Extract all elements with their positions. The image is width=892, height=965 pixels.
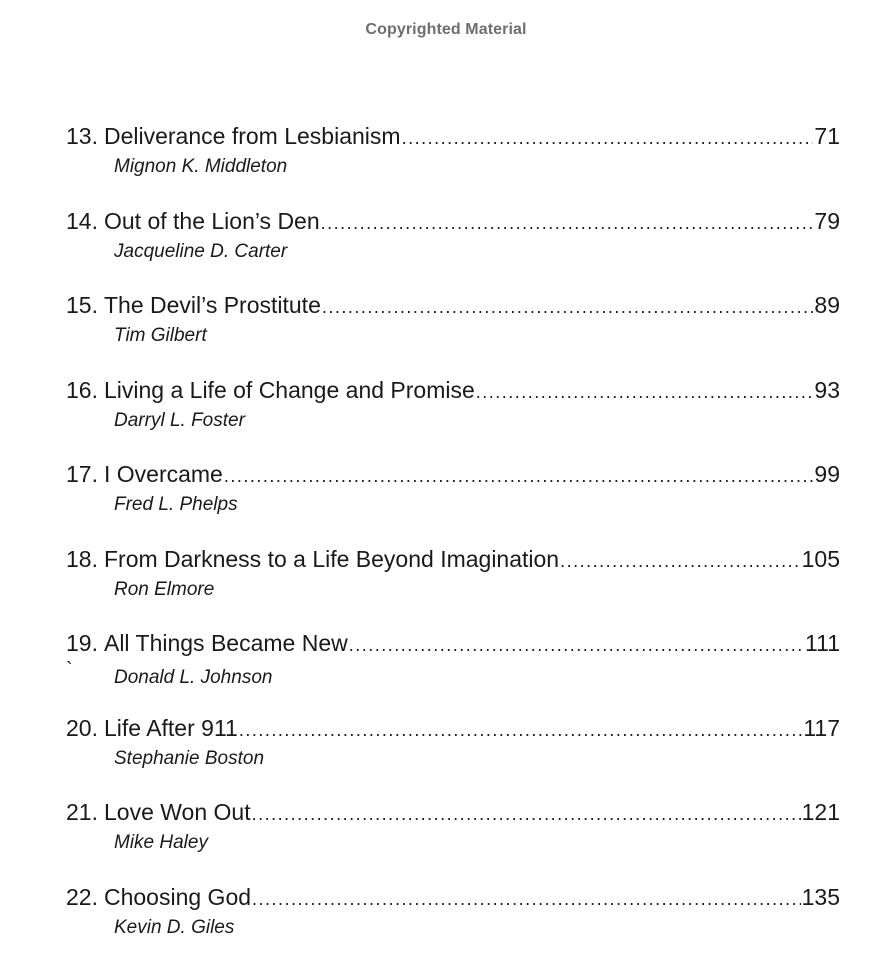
chapter-number: 18. [66,543,104,575]
chapter-number: 17. [66,458,104,490]
chapter-number: 20. [66,712,104,744]
dot-leader [239,712,803,746]
toc-entry-line [66,120,840,154]
toc-entry [66,796,840,881]
toc-entry [66,458,840,543]
chapter-number: 15. [66,289,104,321]
dot-leader [560,543,801,577]
page-number: 135 [802,881,840,913]
chapter-author: Jacqueline D. Carter [114,239,840,265]
toc-entry-line [66,458,840,492]
chapter-title: Choosing God [104,881,251,913]
chapter-title: The Devil’s Prostitute [104,289,321,321]
toc-entry [66,712,840,797]
page-number: 117 [803,712,840,744]
dot-leader [402,120,814,154]
page-number: 121 [802,796,840,828]
copyright-header: Copyrighted Material [0,21,892,39]
chapter-number: 22. [66,881,104,913]
toc-entry [66,543,840,628]
dot-leader [321,205,814,239]
toc-entry [66,374,840,459]
chapter-title: Out of the Lion’s Den [104,205,320,237]
page-number: 93 [814,374,840,406]
dot-leader [349,627,804,661]
chapter-author: Fred L. Phelps [114,492,840,518]
chapter-author: Tim Gilbert [114,323,840,349]
page-number: 71 [814,120,840,152]
chapter-author: Darryl L. Foster [114,408,840,434]
chapter-author: Donald L. Johnson [114,665,840,691]
dot-leader [252,796,801,830]
chapter-title: Living a Life of Change and Promise [104,374,475,406]
page-number: 89 [814,289,840,321]
dot-leader [322,289,814,323]
toc-entry [66,289,840,374]
chapter-author: Ron Elmore [114,577,840,603]
chapter-author: Mignon K. Middleton [114,154,840,180]
table-of-contents [66,120,840,965]
chapter-number: 13. [66,120,104,152]
toc-entry-line [66,543,840,577]
chapter-title: Life After 911 [104,712,238,744]
chapter-title: All Things Became New [104,627,348,659]
toc-entry-line [66,205,840,239]
chapter-number: 16. [66,374,104,406]
chapter-number: 21. [66,796,104,828]
toc-entry-line [66,796,840,830]
toc-entry-line [66,881,840,915]
toc-entry-line [66,712,840,746]
dot-leader [476,374,814,408]
stray-mark: ` [66,657,73,683]
chapter-title: Deliverance from Lesbianism [104,120,401,152]
chapter-author: Kevin D. Giles [114,915,840,941]
toc-entry [66,881,840,965]
page-number: 111 [805,627,840,659]
toc-entry-line [66,627,840,661]
chapter-title: Love Won Out [104,796,251,828]
chapter-number: 14. [66,205,104,237]
chapter-title: I Overcame [104,458,223,490]
page-number: 105 [802,543,840,575]
chapter-number: 19. [66,627,104,659]
chapter-author: Stephanie Boston [114,746,840,772]
toc-entry [66,627,840,712]
dot-leader [252,881,801,915]
toc-entry-line [66,374,840,408]
page-number: 99 [814,458,840,490]
toc-entry [66,120,840,205]
dot-leader [224,458,814,492]
toc-entry [66,205,840,290]
chapter-author: Mike Haley [114,830,840,856]
page-number: 79 [814,205,840,237]
toc-entry-line [66,289,840,323]
chapter-title: From Darkness to a Life Beyond Imagination [104,543,559,575]
